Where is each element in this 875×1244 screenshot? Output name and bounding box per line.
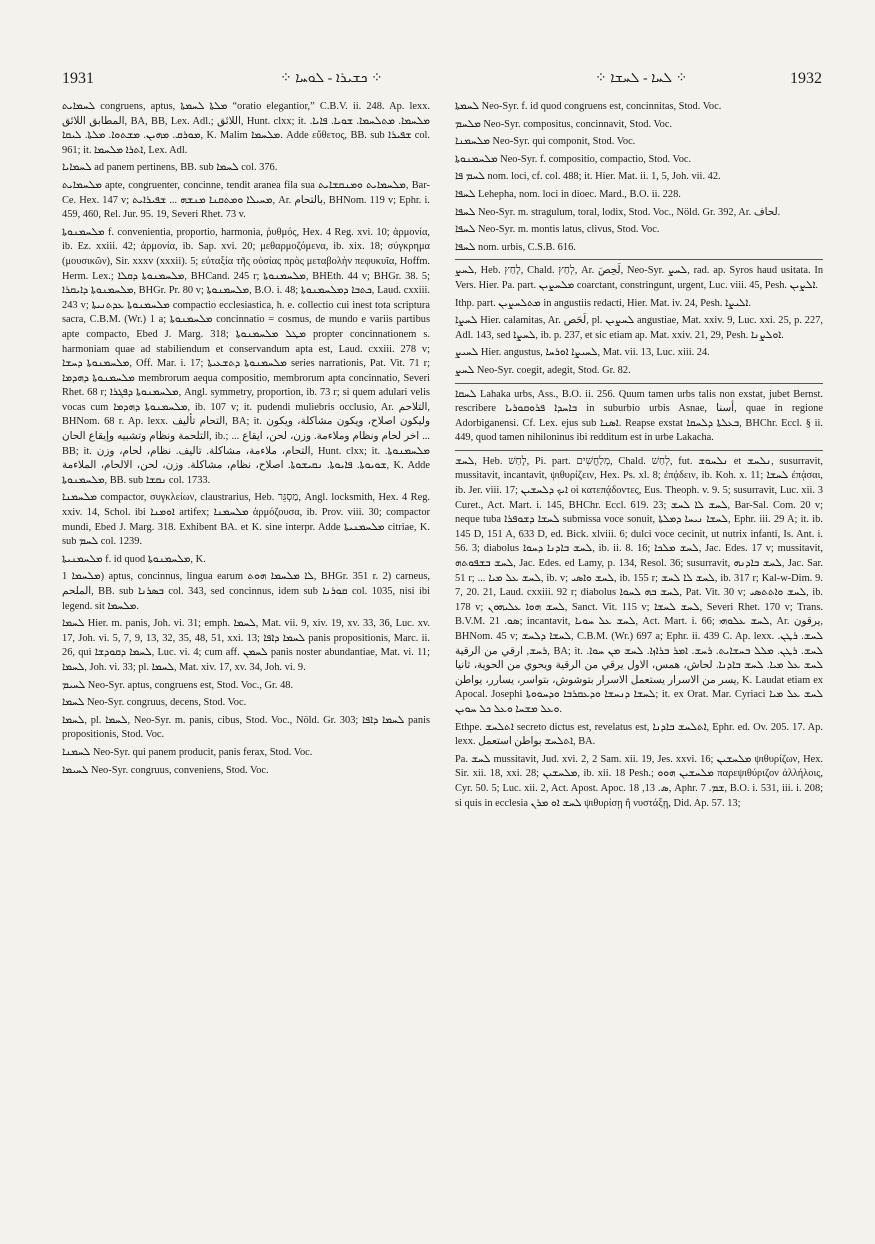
dictionary-entry: ܡܠܚܡܢܘܬܐ Neo-Syr. f. compositio, compactio, Stod. Voc. — [455, 153, 692, 165]
dictionary-entry: ܡܠܚܡܢܐ Neo-Syr. qui componit, Stod. Voc. — [455, 136, 636, 148]
left-page-number: 1931 — [62, 70, 94, 87]
dictionary-entry: ܡܠܚܡܐ 1) aptus, concinnus, lingua earum ܠܐ ܡܠܚܡܐ ܗܘܬ, BHGr. 351 r. 2) carneus, الملحم, BB. sub ܒܣܪܢܐ col. 343, sed concinnus, idem sub ܩܘܪܢܐ col. 1035, nisi ibi legend. sit ܡܠܚܡܐ. — [62, 571, 430, 612]
dictionary-entry: ܠܚܦܐ Neo-Syr. m. montis latus, clivus, Stod. Voc. — [455, 224, 660, 236]
dictionary-entry: ܠܚܡܐ, pl. ܠܚܡܐ, Neo-Syr. m. panis, cibus, Stod. Voc., Nöld. Gr. 303; ܠܚܡܐ ܕܐܦܐ panis propositionis, Stod. Voc. — [62, 714, 430, 741]
right-running-title: ⁘ ܠܚܐ - ܠܚܫܐ ⁘ — [595, 71, 688, 86]
dictionary-entry: ܠܚܡܬܐ Neo-Syr. f. id quod congruens est, concinnitas, Stod. Voc. — [455, 101, 722, 112]
dictionary-entry: ܠܚܫ, Heb. לָחַשׁ, Pi. part. מְלַחֲשִׁים, Chald. לְחַשׁ, fut. ܢܠܚܘܫ et ܢܠܚܫ, susurravit, mussitavit, incantavit, ψιθυρίζειν, Hex. Ps. xl. 8; ἐπᾴδειν, ib. Koh. x. 11; ܠܚܫܐ ἐπᾴσαι, ib. Jer. viii. 17; ܐܝܟ ܕܠܚܫܝܢ οἱ κατεπᾴδοντες, Eus. Theoph. v. 9. 5; susurravit, Luc. xii. 3 Curet., Act. Mart. i. 145, BHChr. Eccl. 619. 23; ܠܚܫ ܠܐ ܠܚܫ, Bar-Sal. Com. 20 v; neque tuba ܠܚܫܐ ܕܫܘܦܪܐ submissa voce sonuit, ܠܚܫܐ ܢܝܚܐ ܕܡܠܬܐ, Ephr. iii. 29 A; it. ib. 145 D, 151 A, 633 D, ed. Bick. xlviii. 6; dulci voce cecinit, ut nutrix infanti, Is. Ant. i. 56. 3; diabolus ܠܚܫ ܒܐܕܢܐ ܕܚܘܐ, ib. ii. 8. 16; ܠܚܫ ܡܠܟܐ, Jac. Edes. 17 v; mussitavit, ܠܚܫ ܒܫܦܘܬܗ, Jac. Edes. ed Lamy, p. 134, Resol. 36; susurravit, ܠܚܫ ܒܐܕܢܗ, Jac. Sar. 51 r; ... ܠܚܫ ܥܠ ܡܝܐ, ib. v; ܠܚܫ ܘܐܣܝ, ib. 155 r; ܠܚܫ ܠܐ ܠܚܫ, ib. 317 r; Kal-w-Dim. 9. 7, 20. 21, Laud. cxxiii. 92 r; diabolus ܠܚܫ ܒܗ ܠܚܘܐ, Pat. Vit. 30 v; ܠܚܫ ܘܐܬܬܣܝ, ib. 178 v; ܠܚܫ ܗܘܐ ܥܠܝܗܘܢ, Sanct. Vit. 115 v; ܠܚܫ ܠܚܫܐ, Severi Rhet. 170 v; Trans. B.V.M. ܣܘ. 21; incantavit, ܠܚܫ ܥܠ ܚܘܝܐ, Act. Mart. i. 66; ܠܚܫ ܥܠܘܗܝ, Ar. يرقون, BHNom. 45 v; ܠܚܫܐ ܕܠܚܫ, C.B.M. (Wr.) 697 a; Ephr. ii. 439 C. Ap. lexx. ܠܚܫ. ܪܛܢ. ܪܚܫ, ارقي من الرقية, BA; it. ܠܚܫ. ܪܛܢ. ܡܠܠ ܒܚܫܐܝܬ. ܪܚܫ. ܐܡܪ ܒܪܐܙܐ. ܠܚܫ ܡܢ ܚܘܐ. ܠܚܫ ܥܠ ܡܝܐ. ܠܚܫ ܒܐܕܢܐ. لحاش، همس، الاول يرقي من الرقية ويحوي من الحوية، ثانيا يسر من الاسرار يستعمل الاسرار بتوشوش، بتواسر، يسارر، يواطن, K. Laudat etiam ex Apocal. Josephi ܠܚܫܐ ܕܢܚܫܐ ܘܕܥܩܪܒܐ ܘܕܚܘܘܬܐ; it. ex Orat. Mar. Cyriaci ܠܚܫ ܥܠ ܡܝܐ ܘܥܠ ܡܫܚܐ ܘܥܠ ܟܠ ܚܘܝܢ. — [455, 450, 823, 718]
dictionary-entry: ܠܚܡܐܝܬ congruens, aptus, ܡܠܬܐ ܠܚܡܬܐ “oratio elegantior,” C.B.V. ii. 248. Ap. lexx. المطابق اللائق, BA, BB, Lex. Adl.; اللائق, Hunt. clxx; it. ܡܠܚܡܐ. ܡܬܠܚܡܐ. ܫܘܝܐ. ܦܐܝܐ. ܡܘܪܩ. ܡܗܝܢ. ܡܫܬܘܐ. ܡܠܬܐ. ܠܝܩܐ, K. Malim ܡܠܚܡܐ. Adde εὔθετος, BB. sub ܫܦܝܪܐ col. 961; it. ܐܬܪܐ ܡܠܚܡܐ, Lex. Adl. — [62, 101, 430, 156]
dictionary-entry: ܠܚܨܐ Hier. calamitas, Ar. لَحَص, pl. ܠܚܨܝܢ angustiae, Mat. xxiv. 9, Luc. xxi. 25, p. 227, Adl. 143, sed ܠܚܨܐ, ib. p. 237, et sic etiam ap. Mat. xxiv. 21, 29, Pesh. ܐܘܠܨܢܐ. — [455, 315, 823, 341]
dictionary-entry: ܠܚܦܐ Neo-Syr. m. stragulum, toral, lodix, Stod. Voc., Nöld. Gr. 392, Ar. لحاف. — [455, 206, 781, 218]
dictionary-entry: ܠܚܦܐ Lehepha, nom. loci in dioec. Mard., B.O. ii. 228. — [455, 188, 681, 200]
dictionary-entry: ܠܚܝܡܐ Neo-Syr. congruus, conveniens, Stod. Voc. — [62, 764, 269, 776]
dictionary-entry: ܠܚܡ ܦܐ nom. loci, cf. col. 488; it. Hier. Mat. ii. 1, 5, Joh. vii. 42. — [455, 171, 721, 183]
dictionary-entry: ܡܠܚܡ Neo-Syr. compositus, concinnavit, Stod. Voc. — [455, 118, 673, 130]
left-running-title: ⁘ ܟܫܝܪܐ - ܠܘܚܐ ⁘ — [280, 71, 383, 86]
dictionary-entry: ܡܠܚܡܢܝܬܐ f. id quod ܡܠܚܡܢܘܬܐ, K. — [62, 553, 206, 565]
dictionary-entry: ܠܚܝܨ Hier. angustus, ܠܚܝܨܐ ܐܘܪܚܐ, Mat. vii. 13, Luc. xiii. 24. — [455, 347, 710, 359]
left-column — [62, 100, 430, 1220]
dictionary-entry: ܠܚܡܢܐ Neo-Syr. qui panem producit, panis ferax, Stod. Voc. — [62, 746, 313, 758]
dictionary-entry: ܠܚܨ, Heb. לָחַץ, Chald. לְחַץ, Ar. لَحِصَ, Neo-Syr. ܠܚܨ, rad. ap. Syros haud usitata. In Vers. Hier. Pa. part. ܡܠܚܨܝܢ coarctant, constringunt, urgent, Luc. viii. 45, Pesh. ܐܠܨܝܢ. — [455, 259, 823, 293]
dictionary-entry: ܠܚܡܐܝܐ ad panem pertinens, BB. sub ܠܚܡܐ col. 376. — [62, 162, 278, 174]
right-column — [455, 100, 823, 1220]
right-page-number: 1932 — [790, 70, 822, 87]
dictionary-entry: ܠܚܦܐ nom. urbis, C.S.B. 616. — [455, 241, 576, 253]
dictionary-entry: Ethpe. ܐܬܠܚܫ secreto dictus est, revelatus est, ܐܬܠܚܫ ܒܐܕܢܐ, Ephr. ed. Ov. 205. 17. Ap. lexx. ܐܬܠܚܫ بواطن استعمل, BA. — [455, 721, 823, 748]
dictionary-entry: ܡܠܚܡܢܘܬܐ f. convenientia, proportio, harmonia, ῥυθμός, Hex. 4 Reg. xvi. 10; ἁρμονία, ib. Ez. xxiii. 42; ἁρμονία, ib. Sap. xvi. 20; μεθαρμοζόμενα, ib. xix. 18; σύγκρημα (μουσικῶν), Sir. xxxv (xxxii). 5; εὐταξία τῆς οὐσίας πρὸς μεταβολὴν πεφυκυῖα, Hoffm. Herm. Lex.; ܡܠܚܡܢܘܬܐ ܕܩܠܐ, BHCand. 245 r; ܡܠܚܡܢܘܬܐ, BHEth. 44 v; BHGr. 38. 5; ܡܠܚܡܢܘܬܐ ܕܐܝܩܪܐ, BHGr. Pr. 80 v; ܡܠܚܡܢܘܬܐ, B.O. i. 48; ܟܬܒܐ ܕܡܠܚܡܢܘܬܐ, Laud. cxxiii. 243 v; ܡܠܚܡܢܘܬܐ ܥܕܬܢܝܬܐ compactio ecclesiastica, h. e. collectio cui inest tota scriptura sacra, C.B.M. (Wr.) 1 a; ܡܠܚܡܢܘܬܐ concinnatio = cosmus, de mundo e variis partibus apte compacto, Ebed J. Marg. 318; ܡܛܠ ܡܠܚܡܢܘܬܐ propter concinnationem s. harmoniam quae ad stabiliendum et conservandum apta est, Laud. cxxiii. 278 v; ܡܠܚܡܢܘܬܐ ܕܚܫܐ, Off. Mar. i. 17; ܡܠܚܡܢܘܬܐ ܕܬܫܥܝܬܐ series narrationis, Pat. Vit. 71 r; ܡܠܚܡܢܘܬܐ ܕܗܕܡܐ membrorum aequa compositio, membrorum apta concinnatio, Severi Rhet. 68 r; ܡܠܚܡܢܘܬܐ ܕܦܓܪܐ, Angl. symmetry, proportion, ib. 73 r; si quem adulari velis vocas cum ܡܠܚܡܢܘܬܐ ܕܗܕܡܐ, ib. 107 v; it. pudendi muliebris occlusio, Ar. التلاحم, BHNom. 68 r. Ap. lexx. التحام تأليف, BA; it. وليكون اصلاح، ويكون مشاكلة، ويكون التلحمة ونظام وتشبيه وإيقاع الحان, ib.; ... اخر لحام ونظام وملاءمة. وزن، لحن، ايقاع ... BB; it. التحام، ملاءمة، مشاكلة. تاليف. نظام، لحام، وزن, Hunt. clxx; it. ܡܠܚܡܢܘܬܐ. ܫܘܝܘܬܐ. ܦܐܝܘܬܐ. ܢܩܝܫܘܬܐ. اصلاح، نظام، مشاكلة. وزن، لحن، الالحام، الملاءمة, K. Adde ܡܠܚܡܢܘܬܐ, BB. sub ܢܩܫܐ col. 1733. — [62, 226, 430, 486]
dictionary-entry: ܠܚܝܡ Neo-Syr. aptus, congruens est, Stod. Voc., Gr. 48. — [62, 679, 294, 691]
dictionary-entry: ܠܚܡܐ Hier. m. panis, Joh. vi. 31; emph. ܠܚܡܐ, Mat. vii. 9, xiv. 19, xv. 33, 36, Luc. xv. 17, Joh. vi. 5, 7, 9, 13, 32, 35, 48, 51, xxi. 13; ܠܚܡܐ ܕܐܦܐ panis propositionis, Marc. ii. 26, qui ܠܚܡܐ ܕܩܘܕܫܐ, Luc. vi. 4; cum aff. ܠܚܡܢ panis noster abundantiae, Mat. vi. 11; ܠܚܡܐ, Joh. vi. 33; pl. ܠܚܡܐ, Mat. xiv. 17, xv. 34, Joh. vi. 9. — [62, 618, 430, 673]
dictionary-entry: Pa. ܠܚܫ mussitavit, Jud. xvi. 2, 2 Sam. xii. 19, Jes. xxvi. 16; ܡܠܚܫܝܢ ψιθυρίζων, Hex. Sir. xii. 18, xxi. 28; ܡܠܚܫܝܢ, ib. xii. 18 Pesh.; ܡܠܚܫܝܢ ܗܘܘ παρεψιθύριζον ἀλλήλοις, Cyr. 50. 5; Luc. xii. 2, Act. Apost. Apoc. ܣ. 13, 18, Aphr. ܫܡ. 7, B.O. i. 531, iii. i. 208; si quis in ecclesia ܠܚܫ ܐܘ ܡܪܢ ψιθυρίσῃ ἢ νυστάξῃ, Did. Ap. 57. 13; — [455, 753, 823, 809]
dictionary-entry: ܡܠܚܡܢܐ compactor, συγκλείων, claustrarius, Heb. מַסְגֵּר, Angl. locksmith, Hex. 4 Reg. xxiv. 14, Schol. ibi ܐܘܡܢܐ artifex; ܡܠܚܡܢܐ ἁρμόζουσα, ib. Prov. viii. 30; compactor mundi, Ebed J. Marg. 318. Exhibent BA. et K. sine interpr. Adde ܡܠܚܡܢܝܬܐ citriae, K. sub ܠܚܡ col. 1239. — [62, 492, 430, 548]
dictionary-entry: ܠܚܨ Neo-Syr. coegit, adegit, Stod. Gr. 82. — [455, 364, 631, 376]
running-header — [0, 58, 875, 88]
dictionary-entry: ܡܠܚܡܐܝܬ apte, congruenter, concinne, tendit aranea fila sua ܡܠܚܡܐܝܬ ܘܡܢܩܫܐܝܬ, Bar-Ce. Hex. 147 v; ܡܚܝܠܐ ܘܡܬܩܢܐ ܡܢܫܗ ... ܫܦܝܪܐܝܬ, Ar. بالتحام, BHNom. 119 v; Ephr. i. 459, 460, Rel. Jur. 95. 19, Severi Rhet. 73 v. — [62, 179, 430, 221]
dictionary-entry: ܠܚܩܐ Lahaka urbs, Ass., B.O. ii. 256. Quum tamen urbs talis non exstat, jubet Bernst. rescribere ܒܐܚܕܐ ܦܪܘܩܘܪܝܐ in suburbio urbis Asnae, أسنا, quae in regione Adorbiganensi. Cf. Lex. ejus sub ܐܣܢܐ. Reapse exstat ܒܥܠܬܐ ܕܠܚܩܐ, BHChr. Eccl. § ii. 449, quod tamen nihiloninus ibi redditum est in urbe Lakacha. — [455, 383, 823, 446]
dictionary-entry: ܠܚܡܐ Neo-Syr. congruus, decens, Stod. Voc. — [62, 697, 247, 709]
dictionary-entry: Ithp. part. ܡܬܠܚܨܝܢ in angustiis redacti, Hier. Mat. iv. 24, Pesh. ܐܠܝܨܐ. — [455, 297, 751, 309]
